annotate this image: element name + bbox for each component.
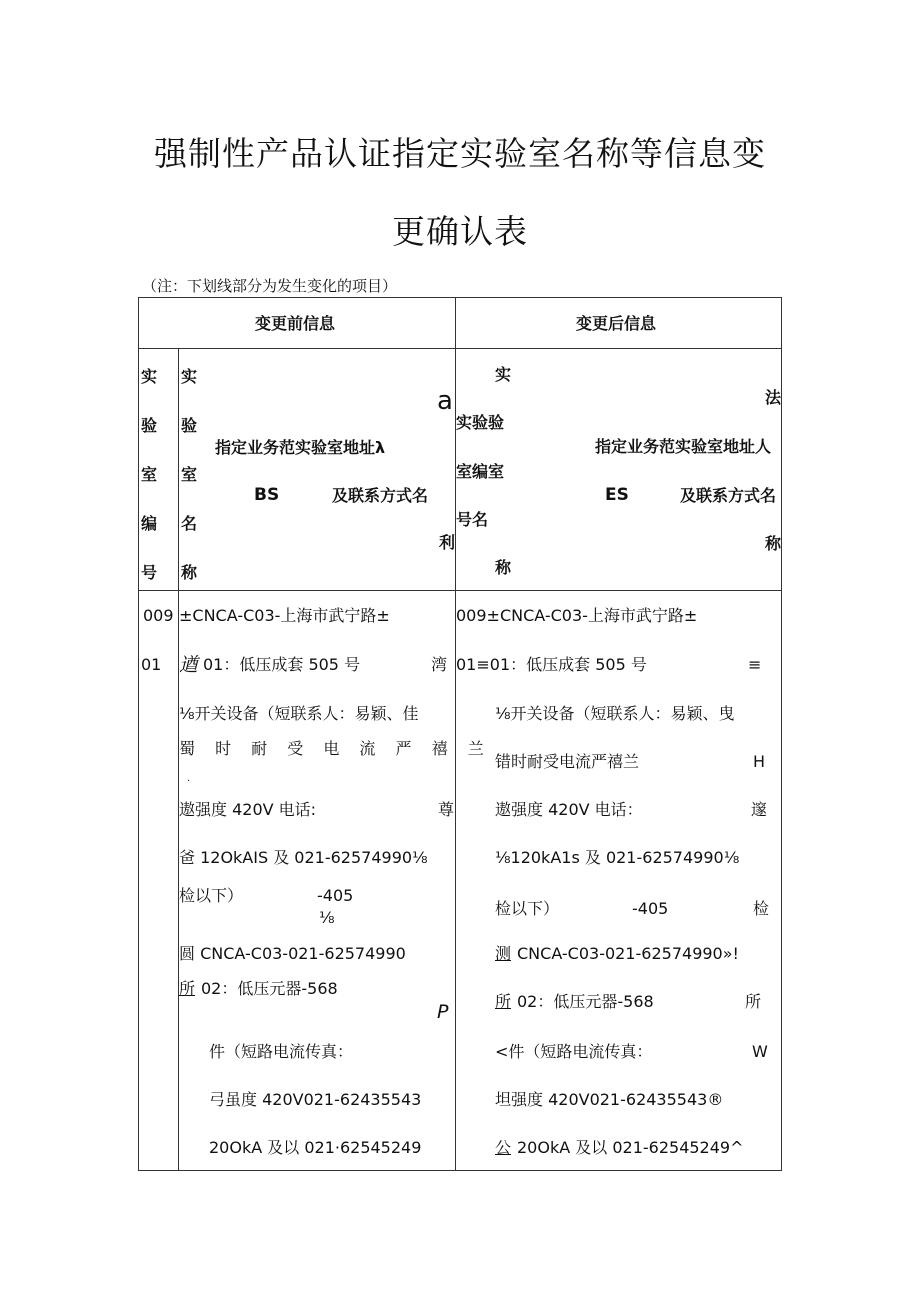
left-row-2a: 遒 <box>179 654 199 676</box>
right-row-9a: 所 <box>495 992 512 1011</box>
right-row-8b: CNCA-C03-021-62574990»! <box>517 944 739 963</box>
right-row-12b: 20OkA 及以 021-62545249^ <box>517 1138 744 1157</box>
right-row-7c: 检 <box>753 899 770 918</box>
left-row-4-dot: · <box>187 776 191 787</box>
right-row-2b: ≡ <box>748 655 762 674</box>
right-cheng-right: 称 <box>765 534 782 553</box>
right-shiyanyan: 实验验 <box>456 413 505 432</box>
right-row-2a: 01≡01：低压成套 505 号 <box>456 655 647 674</box>
left-lab-name-label: 实 验 室 名 称 <box>180 367 197 582</box>
subheader-divider <box>139 590 781 591</box>
left-row-5b: 尊 <box>438 800 455 819</box>
document-title-line2: 更确认表 <box>392 212 528 251</box>
left-contact-label: 及联系方式名 <box>332 486 429 505</box>
right-row-4b: H <box>753 752 766 771</box>
left-code-label: BS <box>254 485 280 505</box>
left-address-label: 指定业务范实验室地址λ <box>215 438 386 457</box>
right-fa: 法 <box>765 388 782 407</box>
left-lab-no-part1: 009 <box>143 606 174 625</box>
left-row-7a: 检以下） <box>179 886 244 905</box>
left-lab-no-label: 实 验 室 编 号 <box>140 367 157 582</box>
right-row-8a: 测 <box>495 944 512 963</box>
left-row-8: 圆 CNCA-C03-021-62574990 <box>179 944 406 963</box>
right-row-1: 009±CNCA-C03-上海市武宁路± <box>456 606 698 625</box>
right-row-9b: 02：低压元器-568 <box>517 992 654 1011</box>
header-after: 变更后信息 <box>576 314 657 333</box>
right-row-6: ⅛120kA1s 及 021-62574990⅛ <box>495 848 740 867</box>
left-row-9a: 所 <box>179 979 196 998</box>
confirmation-table <box>138 297 782 1171</box>
left-row-9b: 02：低压元器-568 <box>201 979 338 998</box>
left-row-11: 弓虽度 420V021-62435543 <box>209 1090 422 1109</box>
left-row-5a: 遨强度 420V 电话: <box>179 800 317 819</box>
left-mark-a: a <box>437 386 453 416</box>
left-row-1: ±CNCA-C03-上海市武宁路± <box>179 606 390 625</box>
right-row-5b: 邃 <box>751 800 768 819</box>
header-before: 变更前信息 <box>255 314 336 333</box>
right-row-3: ⅛开关设备（短联系人：易颖、曳 <box>495 704 735 723</box>
right-row-5a: 遨强度 420V 电话： <box>495 800 643 819</box>
left-row-7b: -405 <box>317 886 354 905</box>
right-shi: 实 <box>495 365 512 384</box>
left-mark-li: 利 <box>439 533 456 552</box>
right-address-label: 指定业务范实验室地址人 <box>595 437 772 456</box>
right-row-10b: W <box>752 1042 768 1061</box>
right-row-11: 坦强度 420V021-62435543® <box>495 1090 724 1109</box>
right-contact-label: 及联系方式名 <box>680 486 777 505</box>
right-row-7a: 检以下） <box>495 899 560 918</box>
right-shibianshi: 室编室 <box>456 462 505 481</box>
right-row-10a: <件（短路电流传真： <box>495 1042 653 1061</box>
right-code-label: ES <box>605 485 629 505</box>
right-cheng: 称 <box>495 558 512 577</box>
left-row-9p: P <box>437 1001 449 1023</box>
left-row-6: 爸 12OkAIS 及 021-62574990⅛ <box>179 848 428 867</box>
right-row-12a: 公 <box>495 1138 512 1157</box>
header-divider <box>139 348 781 349</box>
left-row-2b: 01：低压成套 505 号 <box>203 655 361 674</box>
right-row-4a: 错时耐受电流严禧兰 <box>495 752 640 771</box>
right-row-9c: 所 <box>745 992 762 1011</box>
right-row-7b: -405 <box>632 899 669 918</box>
left-row-3: ⅛开关设备（短联系人：易颖、佳 <box>179 704 419 723</box>
left-row-4: 蜀 时 耐 受 电 流 严 禧 兰 <box>179 739 492 758</box>
left-row-12: 20OkA 及以 021·62545249 <box>209 1138 422 1157</box>
left-lab-no-part2: 01 <box>141 655 162 674</box>
underline-note: （注：下划线部分为发生变化的项目） <box>142 277 398 295</box>
right-haoming: 号名 <box>456 510 489 529</box>
document-title-line1: 强制性产品认证指定实验室名称等信息变 <box>154 134 766 173</box>
left-row-7c: ⅛ <box>319 908 335 927</box>
left-row-2c: 湾 <box>431 655 448 674</box>
left-row-10: 件（短路电流传真： <box>209 1042 354 1061</box>
